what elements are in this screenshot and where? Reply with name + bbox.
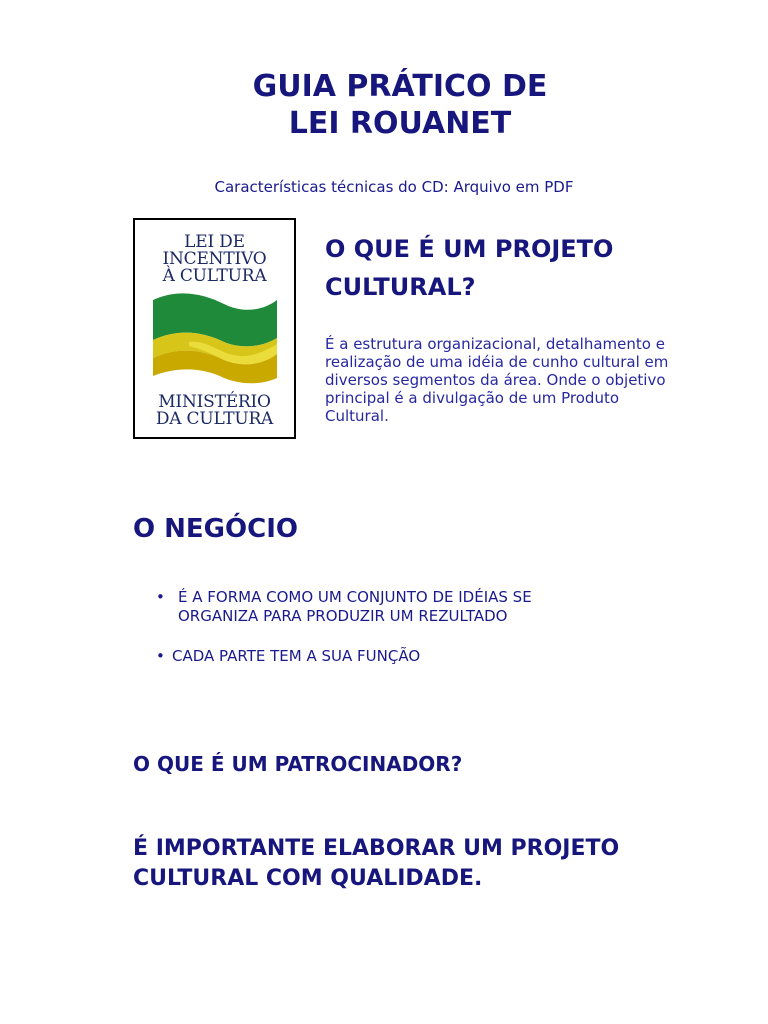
lei-incentivo-cultura-logo <box>133 218 296 439</box>
projeto-body-line-3: diversos segmentos da área. Onde o objetivo <box>325 371 666 389</box>
importante-line-2: CULTURAL COM QUALIDADE. <box>133 866 483 891</box>
projeto-body-line-5: Cultural. <box>325 407 389 425</box>
bullet-icon: • <box>156 647 165 665</box>
list-item <box>150 647 670 666</box>
bullet-icon: • <box>156 588 165 606</box>
logo-bottom-line-2: DA CULTURA <box>155 409 274 429</box>
projeto-cultural-description <box>325 335 715 425</box>
logo-top-line-1: LEI DE <box>184 232 245 252</box>
projeto-heading-line-1: O QUE É UM PROJETO <box>325 235 614 263</box>
negocio-heading: O NEGÓCIO <box>133 514 298 544</box>
importante-line-1: É IMPORTANTE ELABORAR UM PROJETO <box>133 836 620 861</box>
negocio-bullet-list <box>150 588 670 687</box>
importante-statement <box>133 834 713 894</box>
logo-top-line-3: À CULTURA <box>162 266 267 286</box>
title-line-2: LEI ROUANET <box>288 106 512 141</box>
projeto-body-line-4: principal é a divulgação de um Produto <box>325 389 620 407</box>
list-item <box>150 588 670 626</box>
projeto-body-line-1: É a estrutura organizacional, detalhamento e <box>325 335 665 353</box>
logo-top-text <box>135 234 294 285</box>
document-title <box>0 68 768 142</box>
bullet-1-line-1: É A FORMA COMO UM CONJUNTO DE IDÉIAS SE <box>178 588 532 606</box>
logo-bottom-text <box>135 394 294 428</box>
waving-flag-icon <box>149 284 281 392</box>
title-line-1: GUIA PRÁTICO DE <box>252 69 548 104</box>
document-subtitle: Características técnicas do CD: Arquivo em PDF <box>214 178 574 196</box>
bullet-2-line-1: CADA PARTE TEM A SUA FUNÇÃO <box>172 647 421 665</box>
logo-bottom-line-1: MINISTÉRIO <box>158 392 271 412</box>
projeto-heading-line-2: CULTURAL? <box>325 273 476 301</box>
projeto-body-line-2: realização de uma idéia de cunho cultural em <box>325 353 669 371</box>
patrocinador-heading: O QUE É UM PATROCINADOR? <box>133 752 463 776</box>
bullet-1-line-2: ORGANIZA PARA PRODUZIR UM REZULTADO <box>178 607 508 625</box>
projeto-cultural-heading <box>325 230 613 306</box>
logo-top-line-2: INCENTIVO <box>162 249 267 269</box>
